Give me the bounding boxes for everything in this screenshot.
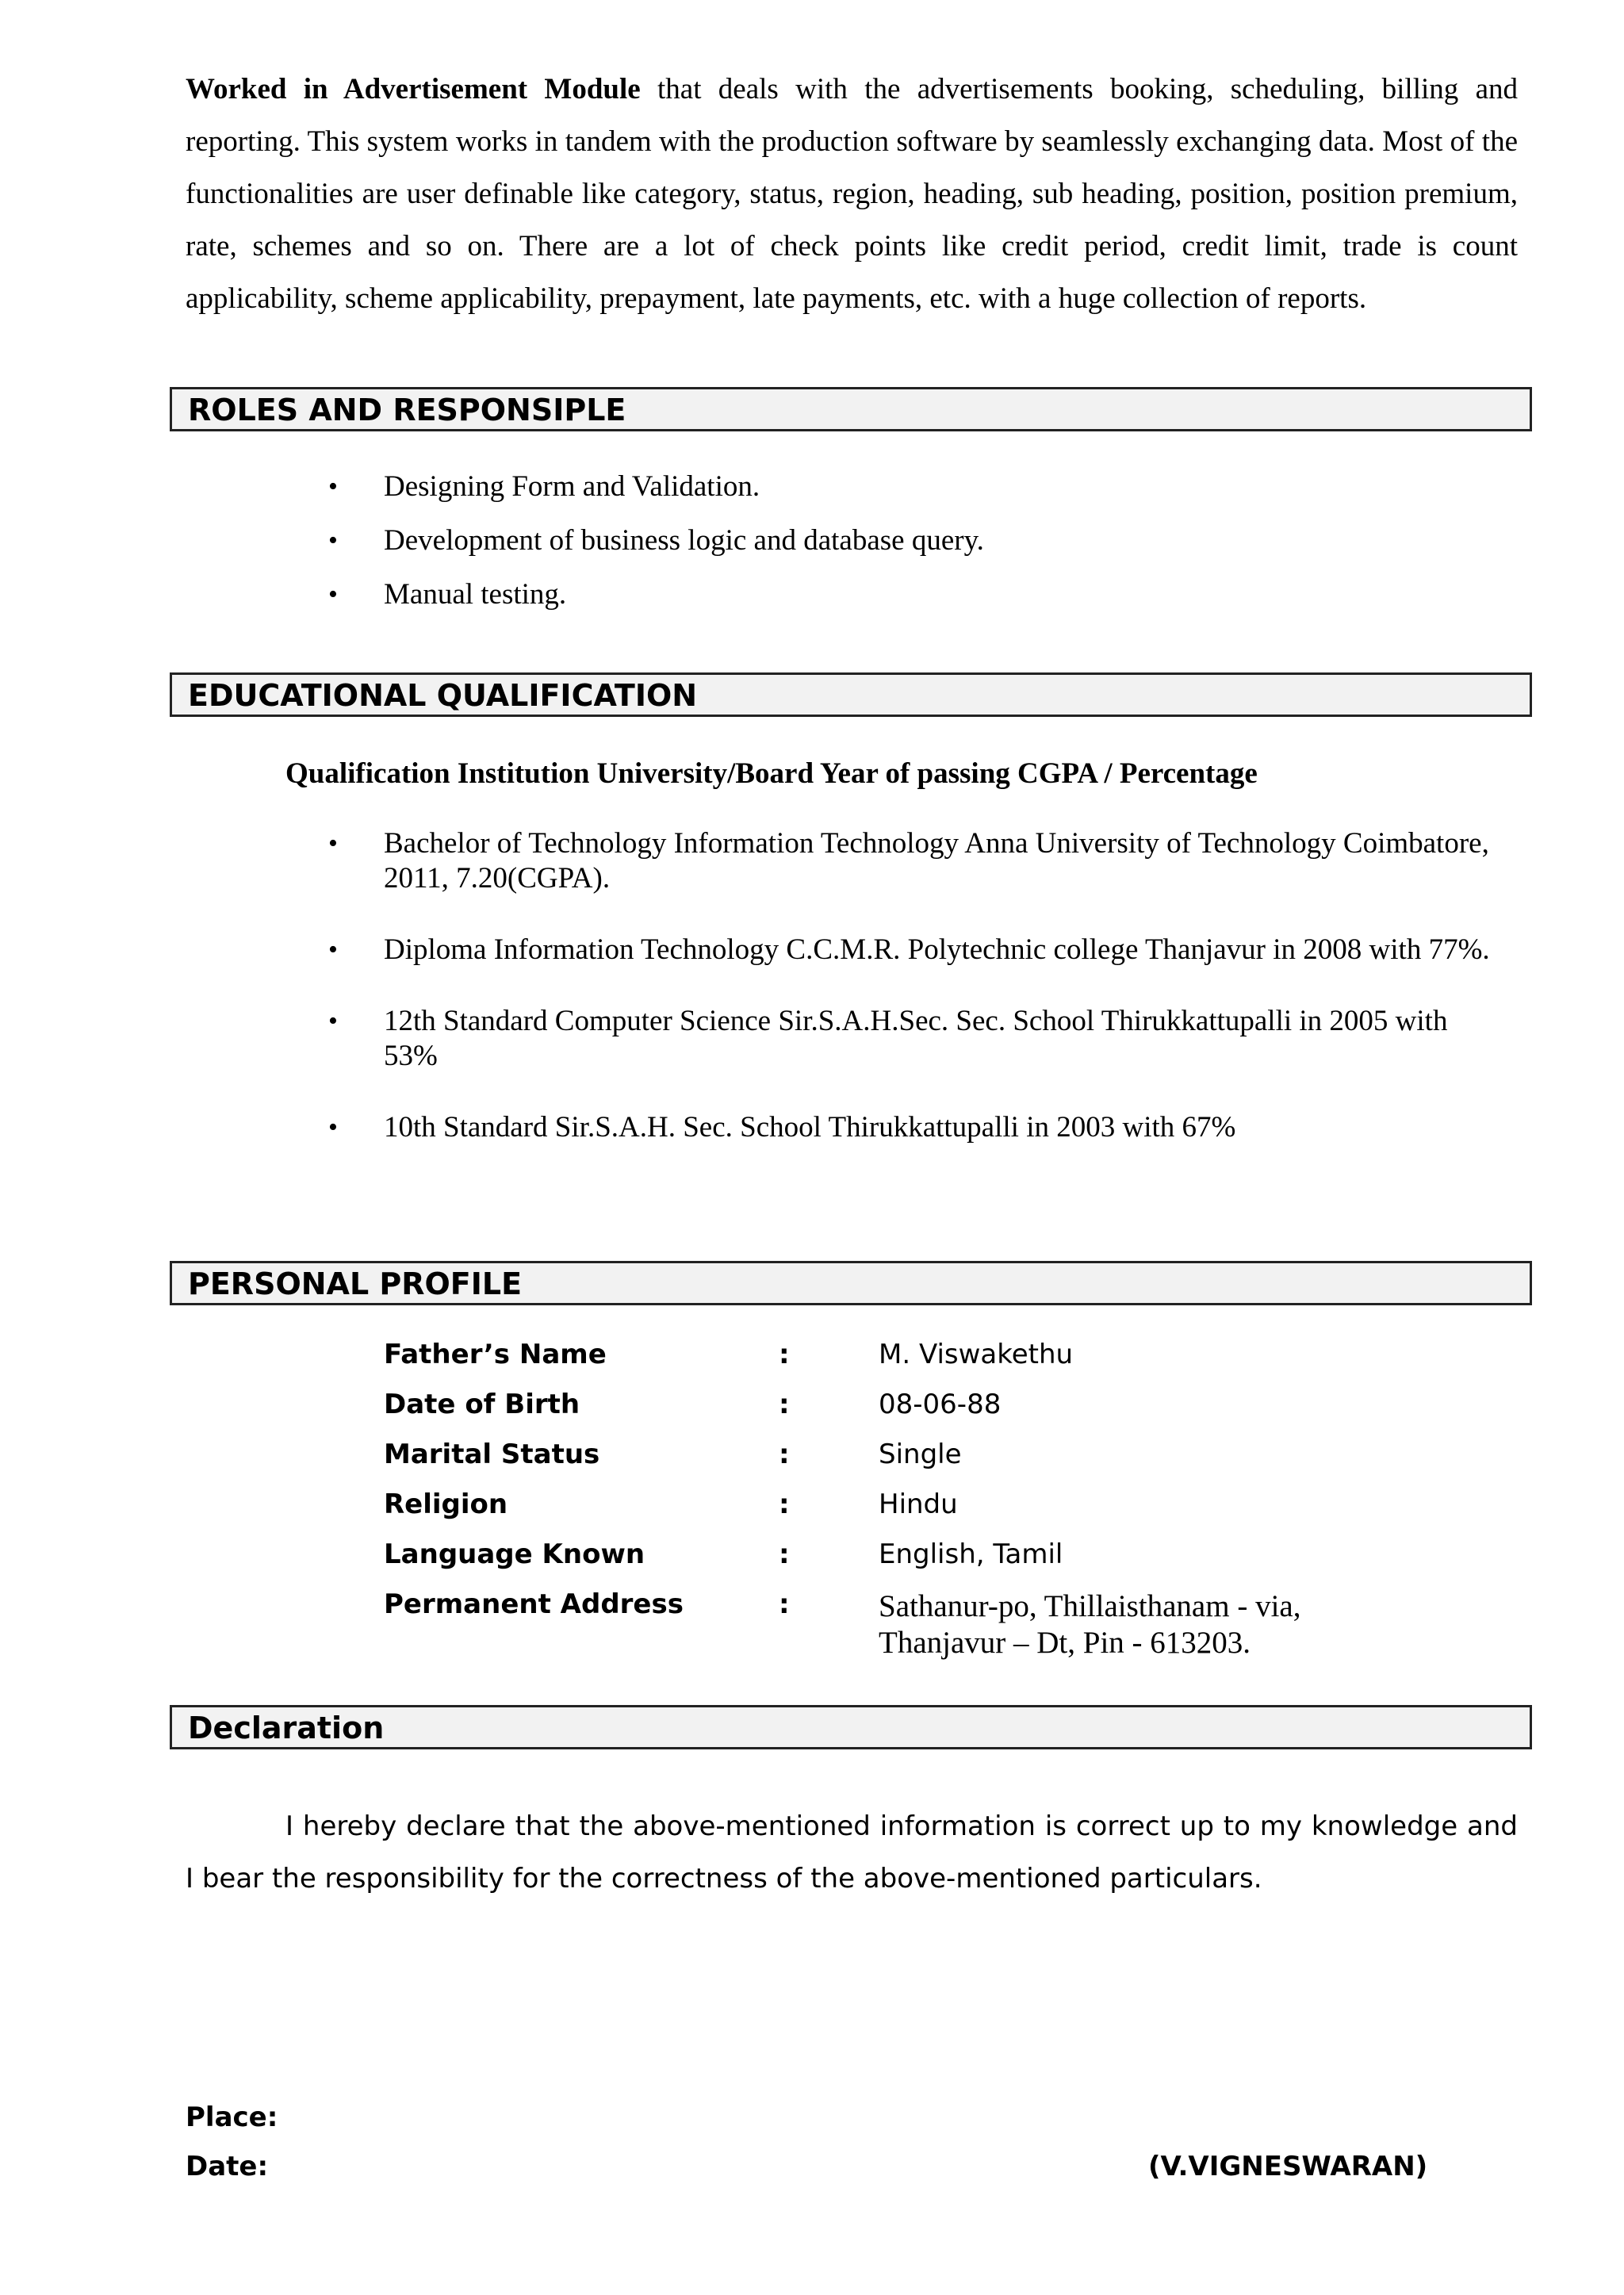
list-item: • 12th Standard Computer Science Sir.S.A.H.Sec. Sec. School Thirukkattupalli in 2005 with 53%: [325, 1004, 1499, 1074]
profile-row-marital-status: [384, 1437, 1494, 1487]
profile-label: Marital Status: [384, 1439, 600, 1470]
list-item: • Diploma Information Technology C.C.M.R. Polytechnic college Thanjavur in 2008 with 77%.: [325, 933, 1499, 967]
profile-label: Religion: [384, 1488, 508, 1520]
profile-value: Hindu: [879, 1488, 958, 1520]
profile-row-date-of-birth: [384, 1387, 1494, 1437]
education-list: [325, 826, 1499, 1145]
project-description: [186, 63, 1518, 325]
section-title-education: EDUCATIONAL QUALIFICATION: [188, 678, 698, 713]
profile-row-religion: [384, 1487, 1494, 1537]
section-header-roles: [170, 387, 1532, 431]
profile-colon: :: [779, 1538, 790, 1570]
signatory-name: (V.VIGNESWARAN): [1148, 2151, 1428, 2182]
permanent-address-value: [879, 1588, 1434, 1661]
declaration-text: I hereby declare that the above-mentioned information is correct up to my knowledge and I bear the responsibility for the correctness of the above-mentioned particulars.: [186, 1810, 1518, 1895]
section-title-declaration: Declaration: [188, 1711, 385, 1745]
profile-row-fathers-name: [384, 1337, 1494, 1387]
profile-value: M. Viswakethu: [879, 1339, 1074, 1370]
section-title-roles: ROLES AND RESPONSIPLE: [188, 393, 626, 427]
profile-row-language-known: [384, 1537, 1494, 1587]
profile-label: Father’s Name: [384, 1339, 607, 1370]
list-item: • Designing Form and Validation.: [325, 469, 1499, 504]
list-item: • Manual testing.: [325, 577, 1499, 612]
section-header-profile: [170, 1261, 1532, 1305]
project-description-text: that deals with the advertisements booking, scheduling, billing and reporting. This system works in tandem with the production software by seamlessly exchanging data. Most of the functionalities are user definable like category, status, region, heading, sub heading, position, position premium, rate, schemes and so on. There are a lot of check points like credit period, credit limit, trade is count applicability, scheme applicability, prepayment, late payments, etc. with a huge collection of reports.: [186, 73, 1518, 315]
date-label: Date:: [186, 2151, 269, 2182]
roles-list: [325, 469, 1499, 612]
qualification-column-header: Qualification Institution University/Board Year of passing CGPA / Percentage: [285, 757, 1258, 790]
personal-profile-table: [384, 1337, 1494, 1666]
profile-colon: :: [779, 1488, 790, 1520]
list-item: • Development of business logic and database query.: [325, 523, 1499, 558]
address-line-1: Sathanur-po, Thillaisthanam - via,: [879, 1589, 1301, 1623]
profile-colon: :: [779, 1389, 790, 1420]
place-label: Place:: [186, 2102, 278, 2133]
profile-row-permanent-address: [384, 1587, 1494, 1666]
address-line-2: Thanjavur – Dt, Pin - 613203.: [879, 1626, 1251, 1660]
section-header-declaration: [170, 1705, 1532, 1749]
section-title-profile: PERSONAL PROFILE: [188, 1266, 523, 1301]
profile-colon: :: [779, 1588, 790, 1620]
profile-label: Language Known: [384, 1538, 645, 1570]
list-item: • 10th Standard Sir.S.A.H. Sec. School Thirukkattupalli in 2003 with 67%: [325, 1110, 1499, 1145]
project-description-lead: Worked in Advertisement Module: [186, 73, 641, 105]
profile-label: Permanent Address: [384, 1588, 684, 1620]
profile-value: English, Tamil: [879, 1538, 1063, 1570]
profile-colon: :: [779, 1339, 790, 1370]
section-header-education: [170, 672, 1532, 717]
profile-value: 08-06-88: [879, 1389, 1002, 1420]
profile-colon: :: [779, 1439, 790, 1470]
profile-label: Date of Birth: [384, 1389, 580, 1420]
list-item: • Bachelor of Technology Information Technology Anna University of Technology Coimbatore, 2011, 7.20(CGPA).: [325, 826, 1499, 896]
profile-value: Single: [879, 1439, 962, 1470]
